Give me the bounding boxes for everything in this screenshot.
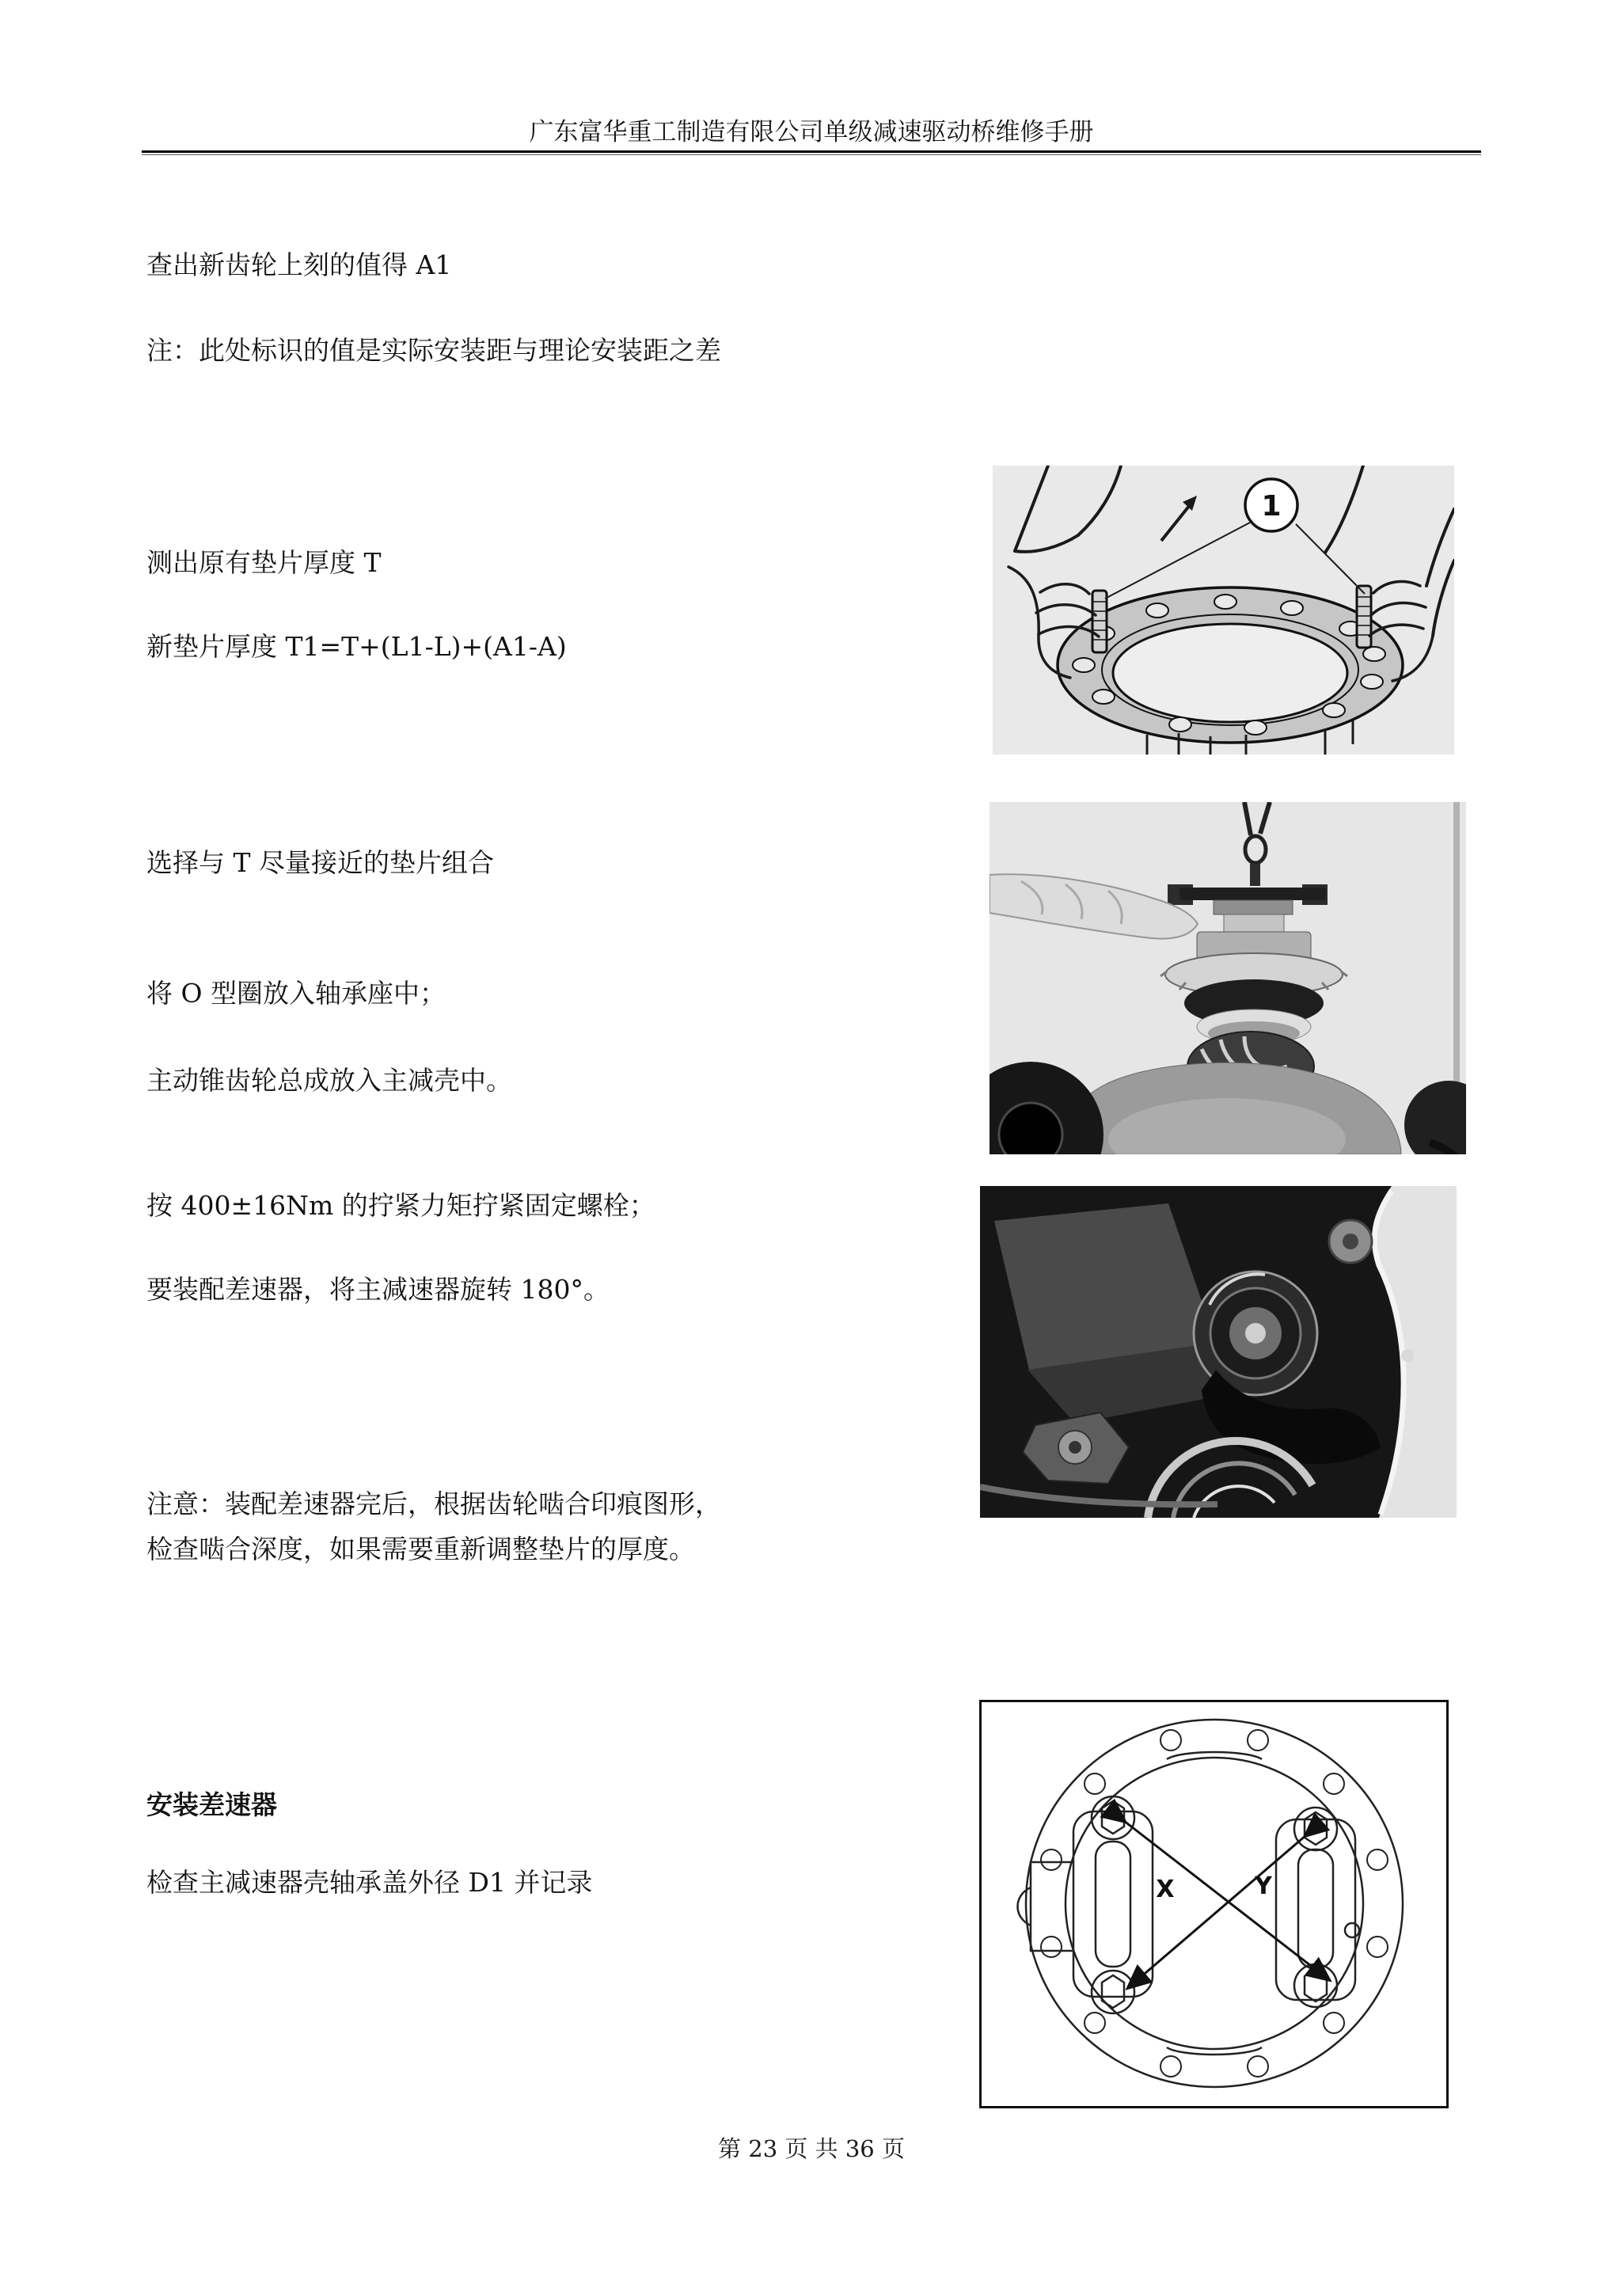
header-divider-thin — [142, 154, 1481, 155]
para-torque-bolts: 按 400±16Nm 的拧紧力矩拧紧固定螺栓； — [146, 1190, 655, 1221]
page-footer: 第 23 页 共 36 页 — [718, 2135, 905, 2162]
bearing-cap-svg — [982, 1702, 1446, 2106]
figure-pinion-install-photo — [990, 802, 1466, 1154]
para-caution-mesh-pattern: 注意：装配差速器完后，根据齿轮啮合印痕图形，检查啮合深度，如果需要重新调整垫片的厚度。 — [146, 1488, 721, 1564]
para-measure-shim: 测出原有垫片厚度 T — [146, 547, 382, 578]
right-stud — [1357, 586, 1371, 648]
para-new-shim-formula: 新垫片厚度 T1=T+(L1-L)+(A1-A) — [146, 631, 567, 662]
para-install-differential-heading: 安装差速器 — [146, 1789, 277, 1820]
gasket-drawing-svg — [993, 466, 1454, 755]
para-check-bearing-cap-d1: 检查主减速器壳轴承盖外径 D1 并记录 — [146, 1867, 593, 1898]
pinion-photo-svg — [990, 802, 1466, 1154]
figure-gasket-hands-drawing — [993, 466, 1454, 755]
figure-bearing-cap-diagram — [979, 1700, 1449, 2108]
para-note-marked-value: 注：此处标识的值是实际安装距与理论安装距之差 — [146, 335, 721, 366]
para-rotate-180: 要装配差速器，将主减速器旋转 180°。 — [146, 1274, 610, 1305]
page-header-title: 广东富华重工制造有限公司单级减速驱动桥维修手册 — [529, 118, 1094, 146]
housing-photo-svg — [980, 1186, 1457, 1518]
para-read-new-gear-value: 查出新齿轮上刻的值得 A1 — [146, 249, 452, 280]
para-pinion-into-housing: 主动锥齿轮总成放入主减壳中。 — [146, 1065, 512, 1096]
callout-1-label: 1 — [1261, 490, 1282, 523]
para-select-shim-set: 选择与 T 尽量接近的垫片组合 — [146, 847, 494, 878]
label-x: X — [1156, 1876, 1175, 1903]
header-divider-thick — [142, 150, 1481, 153]
label-y: Y — [1255, 1872, 1272, 1900]
left-stud — [1092, 591, 1107, 652]
gasket-ring — [1058, 587, 1403, 743]
upper-bolt — [1329, 1220, 1372, 1263]
para-o-ring: 将 O 型圈放入轴承座中； — [146, 978, 446, 1009]
figure-housing-interior-photo — [980, 1186, 1457, 1518]
